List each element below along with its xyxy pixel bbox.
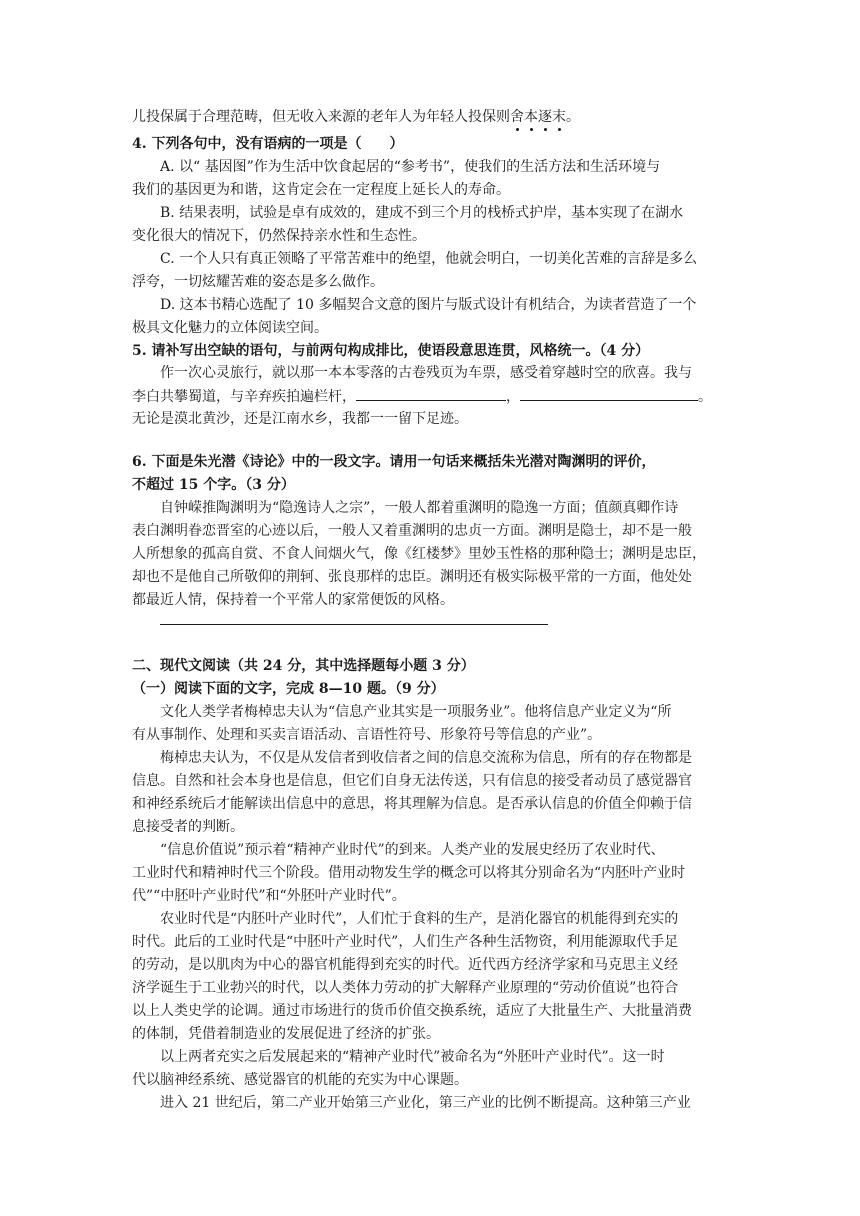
reading-paragraph-line: 文化人类学者梅棹忠夫认为“信息产业其实是一项服务业”。他将信息产业定义为“所 (160, 704, 672, 720)
reading-paragraph-line: 以上人类史学的论调。通过市场进行的货币价值交换系统，适应了大批量生产、大批量消费 (132, 1003, 692, 1019)
question-5-passage-end: 无论是漠北黄沙，还是江南水乡，我都一一留下足迹。 (132, 411, 468, 427)
section-2-title: 二、现代文阅读（共 24 分，其中选择题每小题 3 分） (132, 658, 475, 674)
option-a-cont: 我们的基因更为和谐，这肯定会在一定程度上延长人的寿命。 (132, 182, 510, 198)
question-6-title-cont: 不超过 15 个字。（3 分） (132, 477, 295, 493)
answer-blank-2[interactable] (520, 386, 698, 401)
section-2-subtitle: （一）阅读下面的文字，完成 8—10 题。（9 分） (132, 681, 445, 697)
option-b: B. 结果表明，试验是卓有成效的，建成不到三个月的栈桥式护岸，基本实现了在湖水 (160, 205, 684, 221)
question-6-title: 6. 下面是朱光潜《诗论》中的一段文字。请用一句话来概括朱光潜对陶渊明的评价， (132, 454, 656, 470)
question-6-passage: 表白渊明眷恋晋室的心迹以后，一般人又着重渊明的忠贞一方面。渊明是隐士，却不是一般 (132, 523, 692, 539)
question-6-passage: 自钟嵘推陶渊明为“隐逸诗人之宗”，一般人都着重渊明的隐逸一方面；值颜真卿作诗 (160, 500, 679, 516)
reading-paragraph-line: 息接受者的判断。 (132, 819, 244, 835)
question-5-passage: 作一次心灵旅行，就以那一本本零落的古卷残页为车票，感受着穿越时空的欣喜。我与 (160, 365, 692, 381)
question-5-passage-blanks: 李白共攀蜀道，与辛弃疾拍遍栏杆， ， 。 (132, 386, 712, 407)
option-a: A. 以“ 基因图”作为生活中饮食起居的“参考书”，使我们的生活方法和生活环境与 (160, 159, 661, 175)
emphasized-char: 末 (552, 109, 566, 125)
reading-paragraph-line: 和神经系统后才能解读出信息中的意思，将其理解为信息。是否承认信息的价值全仰赖于信 (132, 796, 692, 812)
answer-line[interactable] (160, 624, 548, 625)
reading-paragraph-line: 信息。自然和社会本身也是信息，但它们自身无法传送，只有信息的接受者动员了感觉器官 (132, 773, 692, 789)
emphasis-dotted-phrase (510, 109, 566, 125)
reading-paragraph-line: 梅棹忠夫认为，不仅是从发信者到收信者之间的信息交流称为信息，所有的存在物都是 (160, 750, 692, 766)
emphasized-char: 本 (524, 109, 538, 125)
reading-paragraph-line: “信息价值说”预示着“精神产业时代”的到来。人类产业的发展史经历了农业时代、 (160, 842, 665, 858)
reading-paragraph-line: 济学诞生于工业勃兴的时代，以人类体力劳动的扩大解释产业原理的“劳动价值说”也符合 (132, 980, 679, 996)
question-5-title: 5. 请补写出空缺的语句，与前两句构成排比，使语段意思连贯，风格统一。（4 分） (132, 343, 650, 359)
reading-paragraph-line: 代以脑神经系统、感觉器官的机能的充实为中心课题。 (132, 1072, 468, 1088)
reading-paragraph-line: 以上两者充实之后发展起来的“精神产业时代”被命名为“外胚叶产业时代”。这一时 (160, 1049, 665, 1065)
emphasized-char: 逐 (538, 109, 552, 125)
question-6-passage: 人所想象的孤高自赏、不食人间烟火气，像《红楼梦》里妙玉性格的那种隐士；渊明是忠臣， (132, 546, 706, 562)
option-c: C. 一个人只有真正领略了平常苦难中的绝望，他就会明白，一切美化苦难的言辞是多么 (160, 251, 698, 267)
reading-paragraph-line: 工业时代和精神时代三个阶段。借用动物发生学的概念可以将其分别命名为“内胚叶产业时 (132, 865, 686, 881)
emphasized-char: 舍 (510, 109, 524, 125)
reading-paragraph-line: 时代。此后的工业时代是“中胚叶产业时代”，人们生产各种生活物资，利用能源取代手足 (132, 934, 679, 950)
option-d-cont: 极具文化魅力的立体阅读空间。 (132, 320, 328, 336)
reading-paragraph-line: 的劳动，是以肌肉为中心的器官机能得到充实的时代。近代西方经济学家和马克思主义经 (132, 957, 678, 973)
option-d: D. 这本书精心选配了 10 多幅契合文意的图片与版式设计有机结合，为读者营造了一个 (160, 297, 697, 313)
question-4-title: 4. 下列各句中，没有语病的一项是（ ） (132, 136, 404, 152)
option-c-cont: 浮夸，一切炫耀苦难的姿态是多么做作。 (132, 274, 384, 290)
text-line: 儿投保属于合理范畴，但无收入来源的老年人为年轻人投保则舍本逐末。 (132, 109, 580, 125)
question-6-passage: 都最近人情，保持着一个平常人的家常便饭的风格。 (132, 592, 454, 608)
reading-paragraph-line: 进入 21 世纪后，第二产业开始第三产业化，第三产业的比例不断提高。这种第三产业 (160, 1095, 691, 1111)
reading-paragraph-line: 农业时代是“内胚叶产业时代”，人们忙于食料的生产，是消化器官的机能得到充实的 (160, 911, 679, 927)
reading-paragraph-line: 代”“中胚叶产业时代”和“外胚叶产业时代”。 (132, 888, 406, 904)
question-6-passage: 却也不是他自己所敬仰的荆轲、张良那样的忠臣。渊明还有极实际极平常的一方面，他处处 (132, 569, 692, 585)
reading-paragraph-line: 的体制，凭借着制造业的发展促进了经济的扩张。 (132, 1026, 440, 1042)
answer-blank-1[interactable] (356, 386, 506, 401)
reading-paragraph-line: 有从事制作、处理和买卖言语活动、言语性符号、形象符号等信息的产业”。 (132, 727, 602, 743)
option-b-cont: 变化很大的情况下，仍然保持亲水性和生态性。 (132, 228, 426, 244)
